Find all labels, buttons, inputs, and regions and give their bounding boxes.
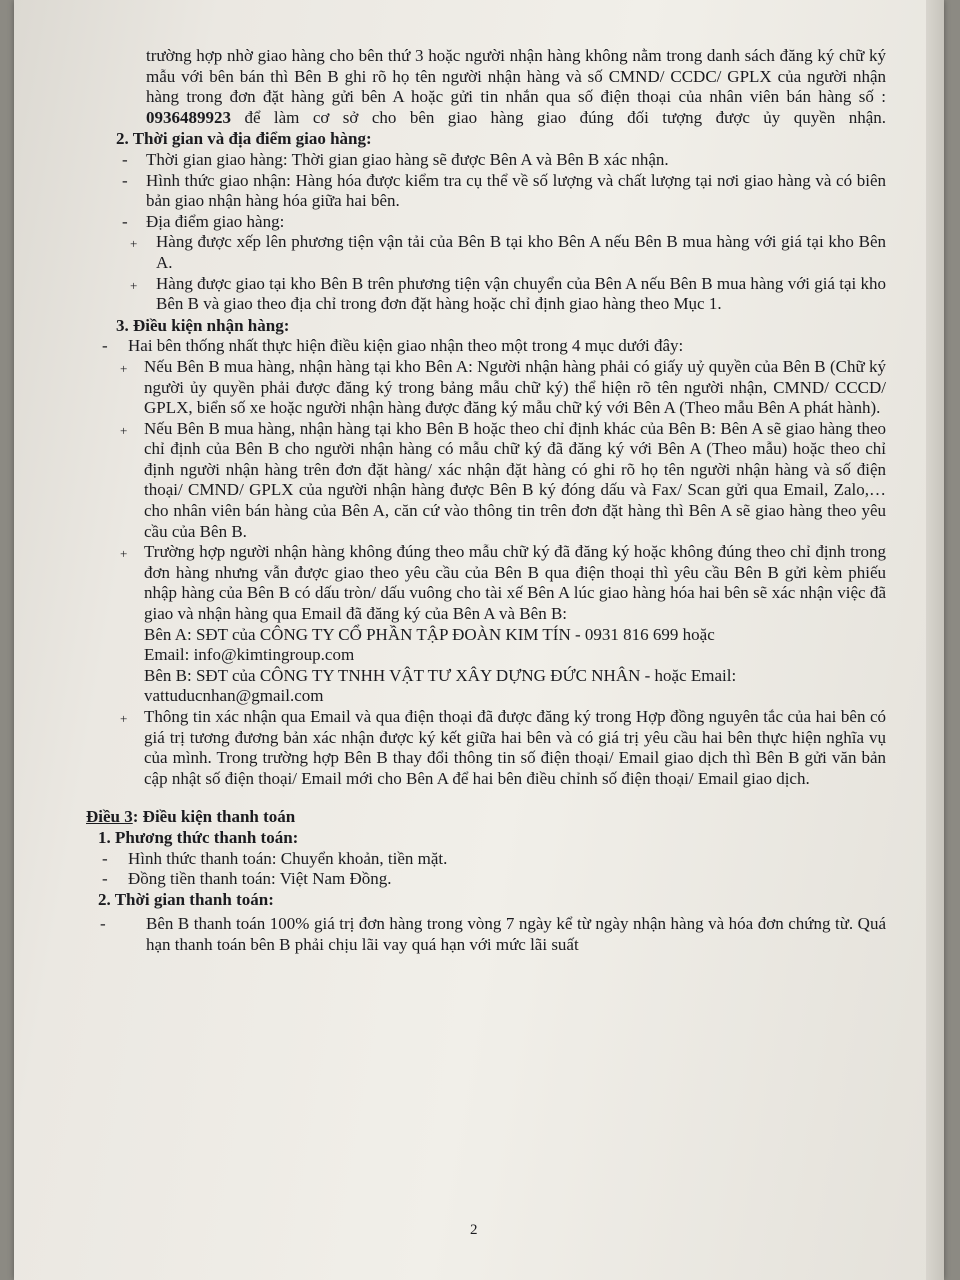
party-a-email: Email: info@kimtingroup.com — [144, 645, 355, 665]
page-content — [86, 46, 886, 956]
party-b-email: vattuducnhan@gmail.com — [144, 686, 324, 706]
section-2-heading: 2. Thời gian và địa điểm giao hàng: — [116, 129, 372, 149]
list-item: + Thông tin xác nhận qua Email và qua điện thoại đã được đăng ký trong Hợp đồng nguyên tắc của hai bên có giá trị tương đương bản xác nhận được ký kết giữa hai bên và có giá trị yêu cầu hai bên thực hiện nghĩa vụ của mình. Trong trường hợp Bên B thay đổi thông tin số điện thoại/ Email giao dịch thì Bên B gửi văn bản cập nhật số điện thoại/ Email mới cho Bên A để hai bên điều chỉnh số điện thoại/ Email giao dịch. — [120, 707, 886, 788]
plus-bullet: + — [130, 277, 138, 293]
list-item: + Nếu Bên B mua hàng, nhận hàng tại kho Bên A: Người nhận hàng phải có giấy uỷ quyền của Bên B (Chữ ký người ủy quyền phải được đăng ký trong bảng mẫu chữ ký) thể hiện rõ tên người nhận, CMND/ CCCD/ GPLX, biển số xe hoặc người nhận hàng được đăng ký mẫu chữ ký với Bên A (Theo mẫu Bên A phát hành). — [120, 356, 886, 418]
list-item: + Nếu Bên B mua hàng, nhận hàng tại kho Bên B hoặc theo chỉ định khác của Bên B: Bên A sẽ giao hàng theo chỉ định của Bên B cho người nhận hàng có mẫu chữ ký đã đăng ký với Bên A (Theo mẫu) hoặc theo chỉ định người nhận hàng trên đơn đặt hàng/ xác nhận đặt hàng có ghi rõ họ tên người nhận hàng và số điện thoại/ CMND/ GPLX của người nhận hàng được Bên B ký đóng dấu và Fax/ Scan gửi qua Email, Zalo,… cho nhân viên bán hàng của Bên A, căn cứ vào thông tin trên đơn đặt hàng thì Bên A sẽ giao hàng theo yêu cầu của Bên B. — [120, 418, 886, 541]
list-item: - Hình thức giao nhận: Hàng hóa được kiểm tra cụ thể về số lượng và chất lượng tại nơi giao hàng và có biên bản giao nhận hàng hóa giữa hai bên. — [122, 170, 886, 211]
plus-bullet: + — [120, 546, 128, 562]
page-edge — [926, 0, 944, 1280]
payment-method-heading: 1. Phương thức thanh toán: — [98, 827, 299, 847]
dash-bullet: - — [122, 170, 128, 190]
article-3-title: : Điều kiện thanh toán — [132, 807, 296, 827]
party-b-contact: Bên B: SĐT của CÔNG TY TNHH VẬT TƯ XÂY DỰNG ĐỨC NHÂN - hoặc Email: — [144, 665, 737, 685]
list-item: - Thời gian giao hàng: Thời gian giao hàng sẽ được Bên A và Bên B xác nhận. — [122, 149, 669, 169]
plus-bullet: + — [120, 422, 128, 438]
intro-paragraph — [86, 46, 886, 128]
section-3-heading: 3. Điều kiện nhận hàng: — [116, 315, 290, 335]
dash-bullet: - — [122, 149, 128, 169]
dash-bullet: - — [102, 869, 108, 889]
dash-bullet: - — [122, 211, 128, 231]
payment-time-heading: 2. Thời gian thanh toán: — [98, 889, 274, 909]
dash-bullet: - — [100, 914, 106, 934]
intro-text: trường hợp nhờ giao hàng cho bên thứ 3 hoặc người nhận hàng không nằm trong danh sách đăng ký chữ ký mẫu với bên bán thì Bên B ghi rõ họ tên người nhận hàng và số CMND/ CCDC/ GPLX của người nhận hàng trong đơn đặt hàng gửi bên A hoặc gửi tin nhắn qua số điện thoại của nhân viên bán hàng số : — [146, 46, 886, 107]
list-item: - Hai bên thống nhất thực hiện điều kiện giao nhận theo một trong 4 mục dưới đây: — [102, 336, 684, 356]
list-item: - Đồng tiền thanh toán: Việt Nam Đồng. — [102, 869, 392, 889]
document-page — [14, 0, 944, 1280]
list-item: - Hình thức thanh toán: Chuyển khoản, tiền mặt. — [102, 848, 448, 868]
page-number: 2 — [470, 1222, 478, 1238]
article-3-number: Điều 3 — [86, 807, 133, 827]
dash-bullet: - — [102, 336, 108, 356]
list-item: + Hàng được xếp lên phương tiện vận tải của Bên B tại kho Bên A nếu Bên B mua hàng với giá tại kho Bên A. — [130, 232, 886, 272]
plus-bullet: + — [120, 711, 128, 726]
plus-bullet: + — [120, 360, 128, 376]
list-item: - Địa điểm giao hàng: — [122, 211, 285, 231]
party-a-contact: Bên A: SĐT của CÔNG TY CỔ PHẦN TẬP ĐOÀN KIM TÍN - 0931 816 699 hoặc — [144, 624, 715, 644]
list-item: - Bên B thanh toán 100% giá trị đơn hàng trong vòng 7 ngày kể từ ngày nhận hàng và hóa đơn chứng từ. Quá hạn thanh toán bên B phải chịu lãi vay quá hạn với mức lãi suất — [100, 914, 886, 954]
phone-number: 0936489923 — [146, 107, 231, 127]
plus-bullet: + — [130, 236, 138, 252]
intro-text-end: để làm cơ sở cho bên giao hàng giao đúng đối tượng được ủy quyền nhận. — [244, 107, 887, 127]
list-item: + Trường hợp người nhận hàng không đúng theo mẫu chữ ký đã đăng ký hoặc không đúng theo chỉ định trong đơn hàng nhưng vẫn được giao theo yêu cầu của Bên B qua điện thoại thì yêu cầu Bên B gửi kèm phiếu nhập hàng của Bên B có dấu tròn/ dấu vuông cho tài xế Bên A lúc giao hàng hóa hai bên sẽ xác nhận việc đã giao và nhận hàng qua Email đã đăng ký của Bên A và Bên B: — [120, 542, 886, 624]
article-3-heading — [86, 807, 886, 828]
dash-bullet: - — [102, 848, 108, 868]
list-item: + Hàng được giao tại kho Bên B trên phương tiện vận chuyển của Bên A nếu Bên B mua hàng với giá tại kho Bên B và giao theo địa chỉ trong đơn đặt hàng hoặc chỉ định giao hàng theo Mục 1. — [130, 273, 886, 314]
